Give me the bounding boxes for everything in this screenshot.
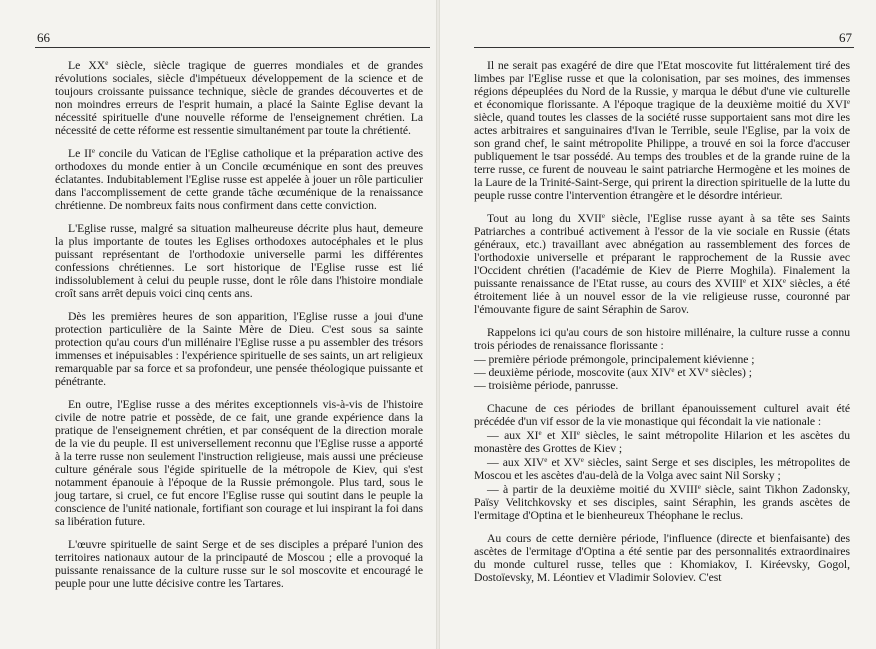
paragraph: Le XXe siècle, siècle tragique de guerres mondiales et de grandes révolutions sociales, siècle d'impétueux développement de la science et de toujours croissante puissance technique, siècle de grandes découvertes et de non moindres erreurs de l'esprit humain, a placé la Sainte Eglise devant la nécessité spirituelle d'une nouvelle réforme de l'enseignement chrétien. La nécessité de cette réforme est ressentie simultanément par toute la chrétienté. (55, 59, 423, 137)
left-page-body (55, 59, 423, 600)
period-list (474, 353, 850, 392)
page-number: 66 (37, 30, 50, 45)
right-page (438, 0, 876, 649)
paragraph: Dès les premières heures de son apparition, l'Eglise russe a joui d'une protection particulière de la Sainte Mère de Dieu. C'est sous sa sainte protection qu'au cours d'un millénaire l'Eglise russe a pu assembler des trésors immenses et inépuisables : l'expérience spirituelle de ses saints, un art religieux remarquable par sa force et sa profondeur, une pensée théologique puissante et pénétrante. (55, 310, 423, 388)
list-item: — aux XIe et XIIe siècles, le saint métropolite Hilarion et les ascètes du monastère des Grottes de Kiev ; (474, 429, 850, 455)
header-rule (35, 47, 430, 48)
right-page-body (474, 59, 850, 594)
paragraph: En outre, l'Eglise russe a des mérites exceptionnels vis-à-vis de l'histoire civile de notre patrie et possède, de ce fait, une grande expérience dans la pratique de l'enseignement chrétien, et par conséquent de la direction morale de la vie du peuple. Il est universellement reconnu que l'Eglise russe a apporté à la terre russe non seulement l'instruction religieuse, mais aussi une précieuse culture générale sous l'égide spirituelle de la métropole de Kiev, qui s'est notamment épanouie à l'époque de la Russie prémongole. Plus tard, sous le joug tartare, si cruel, ce fut encore l'Eglise russe qui soutint dans le peuple la conscience de l'unité nationale, fortifiant son courage et lui inspirant la foi dans sa libération future. (55, 398, 423, 528)
list-item: — deuxième période, moscovite (aux XIVe et XVe siècles) ; (474, 366, 752, 379)
paragraph: Au cours de cette dernière période, l'influence (directe et bienfaisante) des ascètes de l'ermitage d'Optina a été sentie par des personnalités extraordinaires du monde culturel russe, telles que : Khomiakov, I. Kiréevsky, Gogol, Dostoïevsky, M. Léontiev et Vladimir Soloviev. C'est (474, 532, 850, 584)
paragraph: Rappelons ici qu'au cours de son histoire millénaire, la culture russe a connu trois périodes de renaissance florissante : (474, 326, 850, 352)
list-item: — à partir de la deuxième moitié du XVIIIe siècle, saint Tikhon Zadonsky, Païsy Velitchkovsky et ses disciples, saint Séraphin, les grands ascètes de l'ermitage d'Optina et le bienheureux Théophane le reclus. (474, 483, 850, 522)
monastic-list (474, 429, 850, 522)
paragraph: L'œuvre spirituelle de saint Serge et de ses disciples a préparé l'union des territoires nationaux autour de la principauté de Moscou ; elle a provoqué la puissante renaissance de la culture russe sur le sol moscovite et encouragé le peuple pour une lutte décisive contre les Tartares. (55, 538, 423, 590)
paragraph: Tout au long du XVIIe siècle, l'Eglise russe ayant à sa tête ses Saints Patriarches a contribué activement à l'essor de la vie sociale en Russie (états généraux, etc.) travaillant avec abnégation au rassemblement des forces de l'orthodoxie universelle et préparant le rapprochement de la Russie avec l'Occident chrétien (l'académie de Kiev de Pierre Moghila). Finalement la puissante renaissance de l'Etat russe, au cours des XVIIIe et XIXe siècles, a été étroitement liée à un nouvel essor de la vie religieuse russe, couronné par l'émouvante figure de saint Séraphin de Sarov. (474, 212, 851, 316)
paragraph: Le IIe concile du Vatican de l'Eglise catholique et la préparation active des orthodoxes du monde entier à un Concile œcuménique en sont des preuves éclatantes. Indubitablement l'Eglise russe est appelée à jouer un rôle particulier dans l'accomplissement de cette grande tâche œcuménique de la renaissance chrétienne. De nombreux faits nous confirment dans cette conviction. (55, 147, 423, 212)
list-item: — première période prémongole, principalement kiévienne ; (474, 353, 755, 366)
paragraph: L'Eglise russe, malgré sa situation malheureuse décrite plus haut, demeure la plus importante de toutes les Eglises orthodoxes autocéphales et le plus puissant représentant de l'orthodoxie universelle parmi les différentes confessions chrétiennes. Le sort historique de l'Eglise russe est lié indissolublement à celui du peuple russe, dont le rôle dans l'histoire mondiale croît sans arrêt depuis voici cinq cents ans. (55, 222, 423, 300)
header-rule (474, 47, 854, 48)
page-number: 67 (839, 30, 852, 45)
paragraph: Chacune de ces périodes de brillant épanouissement culturel avait été précédée d'un vif essor de la vie monastique qui fécondait la vie nationale : (474, 402, 850, 428)
list-item: — aux XIVe et XVe siècles, saint Serge et ses disciples, les métropolites de Moscou et les ascètes d'au-delà de la Volga avec saint Nil Sorsky ; (474, 456, 851, 482)
list-item: — troisième période, panrusse. (474, 379, 619, 392)
paragraph: Il ne serait pas exagéré de dire que l'Etat moscovite fut littéralement tiré des limbes par l'Eglise russe et que la colonisation, par ses moines, des immenses régions dépeuplées du Nord de la Russie, y marqua le début d'une vie culturelle et économique florissante. A l'époque tragique de la deuxième moitié du XVIe siècle, quand toutes les classes de la société russe supportaient sans mot dire les actes arbitraires et sanguinaires d'Ivan le Terrible, seule l'Eglise, par la voix de son grand chef, le saint métropolite Philippe, a trouvé en soi la force d'accuser publiquement le tsar possédé. Au temps des troubles et de la grande ruine de la terre russe, ce furent de nouveau le saint patriarche Hermogène et les moines de la Laure de la Trinité-Saint-Serge, qui prirent la direction spirituelle de la lutte du peuple russe contre l'intervention étrangère et le désordre intérieur. (474, 59, 850, 202)
